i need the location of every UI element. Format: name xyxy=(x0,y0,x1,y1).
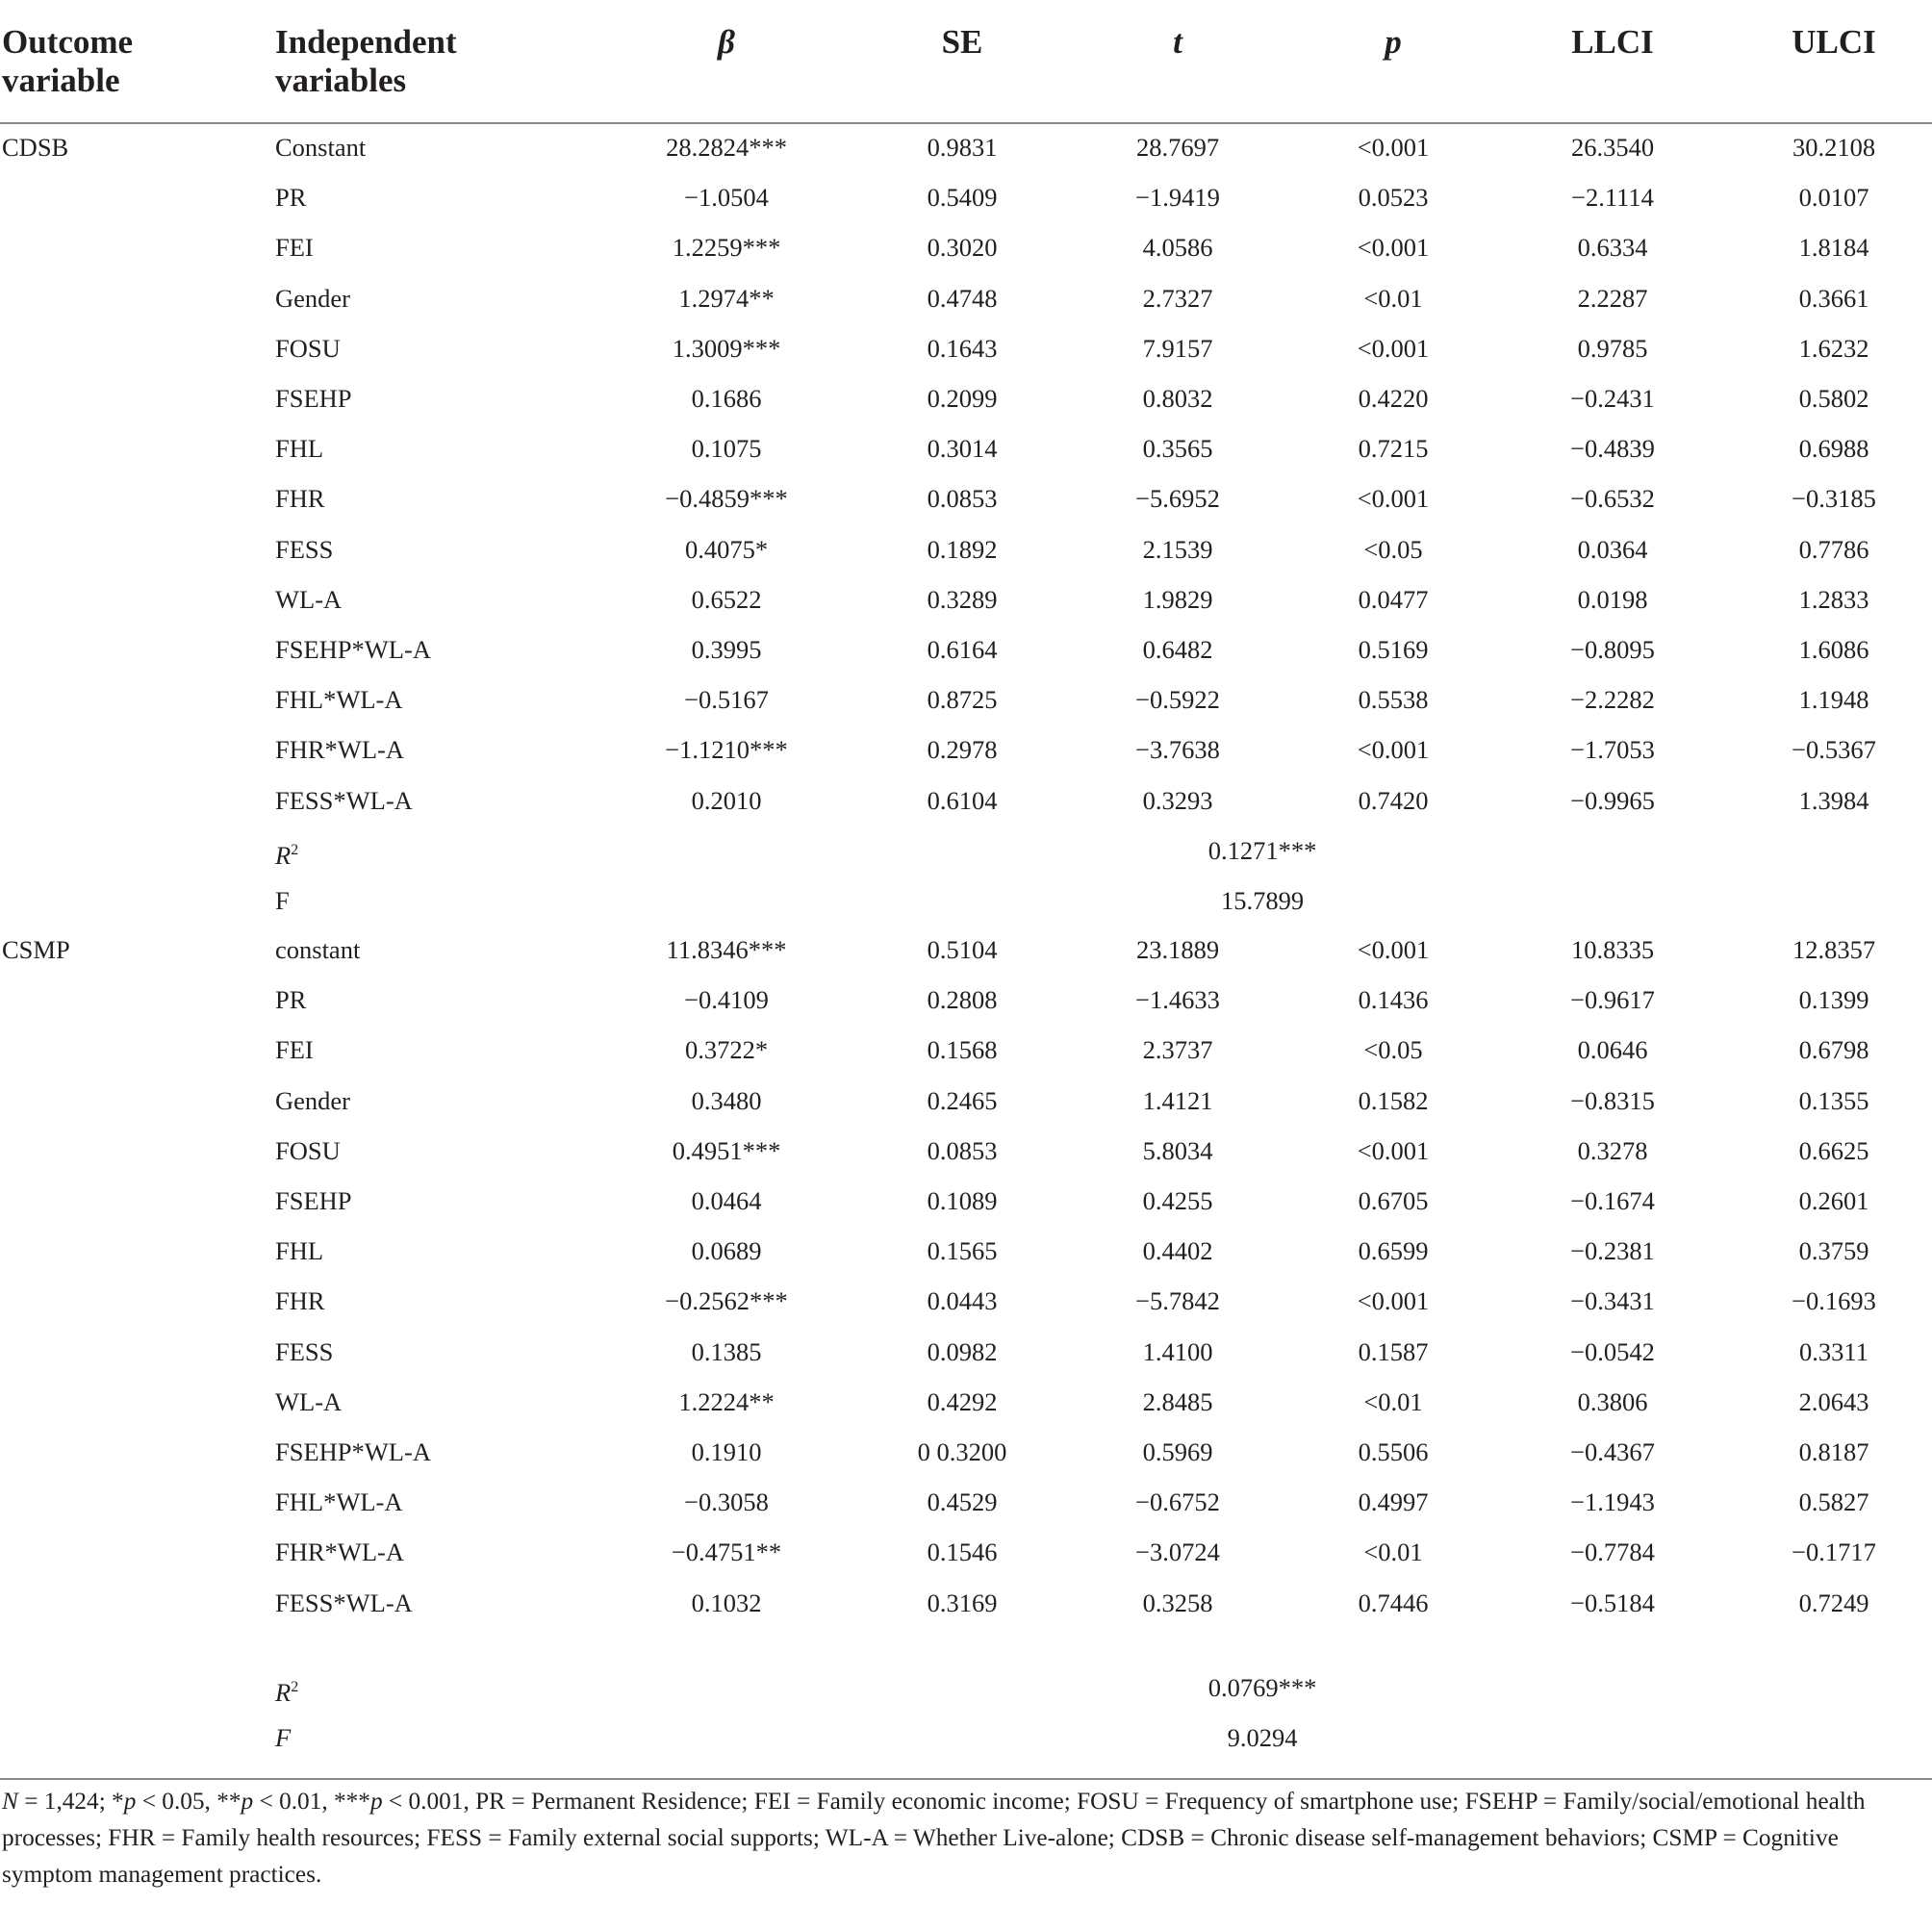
p-cell: <0.001 xyxy=(1357,1286,1430,1316)
ulci-cell: 30.2108 xyxy=(1792,133,1876,162)
p-cell: 0.0477 xyxy=(1358,584,1429,614)
beta-cell: 1.2224** xyxy=(678,1386,775,1416)
se-cell: 0.3289 xyxy=(927,584,998,614)
se-cell: 0.1546 xyxy=(927,1537,998,1567)
llci-cell: −2.2282 xyxy=(1570,685,1655,715)
table-row xyxy=(0,1427,1932,1477)
ulci-cell: −0.3185 xyxy=(1792,484,1876,514)
r-squared-row xyxy=(0,826,1932,876)
header-p: p xyxy=(1385,23,1402,61)
p-cell: <0.01 xyxy=(1363,283,1423,313)
r-squared-value: 0.1271*** xyxy=(1208,835,1317,865)
independent-variable-cell: FHR xyxy=(275,1286,325,1316)
p-cell: <0.001 xyxy=(1357,1135,1430,1165)
ulci-cell: 2.0643 xyxy=(1798,1386,1869,1416)
t-cell: 0.4255 xyxy=(1142,1186,1213,1215)
se-cell: 0.0853 xyxy=(927,484,998,514)
p-cell: 0.6599 xyxy=(1358,1236,1429,1266)
se-cell: 0.2808 xyxy=(927,985,998,1015)
llci-cell: −0.2431 xyxy=(1570,384,1655,413)
ulci-cell: 12.8357 xyxy=(1792,935,1876,964)
llci-cell: 0.0364 xyxy=(1577,534,1648,564)
beta-cell: 0.4075* xyxy=(684,534,769,564)
table-row xyxy=(0,524,1932,574)
independent-variable-cell: FHR*WL-A xyxy=(275,1537,404,1567)
llci-cell: −0.9965 xyxy=(1570,785,1655,815)
p-cell: <0.001 xyxy=(1357,935,1430,964)
table-row xyxy=(0,122,1932,172)
independent-variable-cell: FOSU xyxy=(275,1135,341,1165)
table-row xyxy=(0,624,1932,674)
ulci-cell: 0.7786 xyxy=(1798,534,1869,564)
header-llci: LLCI xyxy=(1571,23,1654,61)
llci-cell: 0.3806 xyxy=(1577,1386,1648,1416)
independent-variable-cell: FHR xyxy=(275,484,325,514)
outcome-variable-cell: CDSB xyxy=(2,133,69,162)
ulci-cell: 1.3984 xyxy=(1798,785,1869,815)
t-cell: 2.1539 xyxy=(1142,534,1213,564)
p-cell: 0.7215 xyxy=(1358,434,1429,464)
beta-cell: 0.4951*** xyxy=(672,1135,781,1165)
t-cell: 2.7327 xyxy=(1142,283,1213,313)
t-cell: 5.8034 xyxy=(1142,1135,1213,1165)
ulci-cell: 0.3311 xyxy=(1799,1336,1868,1366)
table-row xyxy=(0,1076,1932,1126)
p-cell: 0.4220 xyxy=(1358,384,1429,413)
footnote-segment: N xyxy=(2,1788,18,1815)
table-row xyxy=(0,1226,1932,1276)
llci-cell: −0.9617 xyxy=(1570,985,1655,1015)
beta-cell: −0.3058 xyxy=(684,1487,769,1517)
f-statistic-label: F xyxy=(275,886,290,915)
llci-cell: −0.1674 xyxy=(1570,1186,1655,1215)
table-row xyxy=(0,724,1932,775)
bottom-rule xyxy=(0,1778,1932,1780)
ulci-cell: 1.6232 xyxy=(1798,333,1869,363)
beta-cell: 0.1385 xyxy=(691,1336,762,1366)
ulci-cell: 1.8184 xyxy=(1798,233,1869,263)
independent-variable-cell: FEI xyxy=(275,1035,314,1065)
p-cell: 0.5169 xyxy=(1358,635,1429,664)
ulci-cell: −0.1717 xyxy=(1792,1537,1876,1567)
table-row xyxy=(0,323,1932,373)
se-cell: 0.4292 xyxy=(927,1386,998,1416)
header-independent: Independent variables xyxy=(275,23,457,99)
independent-variable-cell: FSEHP xyxy=(275,1186,352,1215)
footnote-segment: < 0.001, PR = Permanent Residence; FEI = Family economic income; FOSU = Frequency of smartphone use; FSEHP = Family/social/emotional health processes; FHR = Family health resources; FESS = Family external social supports; WL-A = Whether Live-alone; CDSB = Chronic disease self-management behaviors; CSMP = Cognitive symptom management practices. xyxy=(2,1788,1866,1888)
ulci-cell: 1.2833 xyxy=(1798,584,1869,614)
independent-variable-cell: WL-A xyxy=(275,584,343,614)
t-cell: −1.9419 xyxy=(1135,183,1220,213)
se-cell: 0 0.3200 xyxy=(917,1437,1007,1466)
llci-cell: −0.4367 xyxy=(1570,1437,1655,1466)
se-cell: 0.1643 xyxy=(927,333,998,363)
t-cell: −0.5922 xyxy=(1135,685,1220,715)
table-row xyxy=(0,222,1932,272)
footnote-segment: = 1,424; * xyxy=(17,1788,124,1815)
se-cell: 0.3020 xyxy=(927,233,998,263)
ulci-cell: 0.3759 xyxy=(1798,1236,1869,1266)
ulci-cell: 0.6625 xyxy=(1798,1135,1869,1165)
r-squared-label: $R^2$ xyxy=(275,1677,299,1707)
table-header xyxy=(0,0,1932,124)
independent-variable-cell: FESS*WL-A xyxy=(275,785,413,815)
ulci-cell: 0.5802 xyxy=(1798,384,1869,413)
t-cell: 0.3293 xyxy=(1142,785,1213,815)
se-cell: 0.4748 xyxy=(927,283,998,313)
p-cell: 0.4997 xyxy=(1358,1487,1429,1517)
llci-cell: −2.1114 xyxy=(1571,183,1654,213)
se-cell: 0.3014 xyxy=(927,434,998,464)
table-row xyxy=(0,423,1932,473)
ulci-cell: 0.6988 xyxy=(1798,434,1869,464)
f-statistic-row xyxy=(0,876,1932,926)
se-cell: 0.5104 xyxy=(927,935,998,964)
table-row xyxy=(0,373,1932,423)
ulci-cell: 0.5827 xyxy=(1798,1487,1869,1517)
ulci-cell: 0.8187 xyxy=(1798,1437,1869,1466)
se-cell: 0.5409 xyxy=(927,183,998,213)
header-t: t xyxy=(1173,23,1182,61)
header-se: SE xyxy=(941,23,983,61)
llci-cell: 0.9785 xyxy=(1577,333,1648,363)
table-row xyxy=(0,1025,1932,1075)
table-row xyxy=(0,775,1932,826)
independent-variable-cell: FSEHP*WL-A xyxy=(275,1437,431,1466)
se-cell: 0.0982 xyxy=(927,1336,998,1366)
ulci-cell: 0.0107 xyxy=(1798,183,1869,213)
se-cell: 0.9831 xyxy=(927,133,998,162)
t-cell: 0.4402 xyxy=(1142,1236,1213,1266)
header-ulci: ULCI xyxy=(1792,23,1876,61)
beta-cell: −0.4859*** xyxy=(665,484,788,514)
footnote-segment: < 0.01, *** xyxy=(253,1788,370,1815)
independent-variable-cell: FHL xyxy=(275,1236,324,1266)
llci-cell: 26.3540 xyxy=(1570,133,1655,162)
p-cell: 0.7420 xyxy=(1358,785,1429,815)
header-outcome: Outcome variable xyxy=(2,23,134,99)
beta-cell: 28.2824*** xyxy=(666,133,787,162)
t-cell: 0.3258 xyxy=(1142,1588,1213,1617)
beta-cell: 0.0689 xyxy=(691,1236,762,1266)
t-cell: 28.7697 xyxy=(1135,133,1220,162)
t-cell: 1.4100 xyxy=(1142,1336,1213,1366)
se-cell: 0.1568 xyxy=(927,1035,998,1065)
beta-cell: 1.3009*** xyxy=(672,333,781,363)
t-cell: 4.0586 xyxy=(1142,233,1213,263)
llci-cell: 0.3278 xyxy=(1577,1135,1648,1165)
independent-variable-cell: WL-A xyxy=(275,1386,343,1416)
t-cell: −3.7638 xyxy=(1135,735,1220,765)
beta-cell: −1.0504 xyxy=(684,183,769,213)
p-cell: 0.0523 xyxy=(1358,183,1429,213)
header-beta: β xyxy=(718,23,735,61)
table-row xyxy=(0,674,1932,724)
outcome-variable-cell: CSMP xyxy=(2,935,70,964)
t-cell: 2.8485 xyxy=(1142,1386,1213,1416)
r-squared-row xyxy=(0,1663,1932,1713)
llci-cell: −0.3431 xyxy=(1570,1286,1655,1316)
llci-cell: 10.8335 xyxy=(1570,935,1655,964)
independent-variable-cell: constant xyxy=(275,935,361,964)
independent-variable-cell: Gender xyxy=(275,283,350,313)
independent-variable-cell: PR xyxy=(275,183,307,213)
llci-cell: −0.8315 xyxy=(1570,1085,1655,1115)
r-squared-label: $R^2$ xyxy=(275,840,299,870)
p-cell: 0.1436 xyxy=(1358,985,1429,1015)
p-cell: 0.1582 xyxy=(1358,1085,1429,1115)
independent-variable-cell: FHR*WL-A xyxy=(275,735,404,765)
t-cell: 0.3565 xyxy=(1142,434,1213,464)
footnote-segment: p xyxy=(241,1788,254,1815)
table-row xyxy=(0,1327,1932,1377)
llci-cell: −1.1943 xyxy=(1570,1487,1655,1517)
se-cell: 0.6104 xyxy=(927,785,998,815)
ulci-cell: −0.1693 xyxy=(1792,1286,1876,1316)
p-cell: 0.7446 xyxy=(1358,1588,1429,1617)
table-row xyxy=(0,1377,1932,1427)
beta-cell: −0.4751** xyxy=(671,1537,782,1567)
se-cell: 0.0853 xyxy=(927,1135,998,1165)
p-cell: <0.05 xyxy=(1363,534,1423,564)
p-cell: <0.001 xyxy=(1357,735,1430,765)
beta-cell: 1.2974** xyxy=(678,283,775,313)
independent-variable-cell: FOSU xyxy=(275,333,341,363)
p-cell: <0.001 xyxy=(1357,233,1430,263)
independent-variable-cell: Constant xyxy=(275,133,367,162)
beta-cell: 0.3995 xyxy=(691,635,762,664)
table-row xyxy=(0,1276,1932,1326)
independent-variable-cell: FESS xyxy=(275,534,334,564)
se-cell: 0.3169 xyxy=(927,1588,998,1617)
p-cell: <0.01 xyxy=(1363,1386,1423,1416)
table-row xyxy=(0,1176,1932,1226)
llci-cell: 0.0198 xyxy=(1577,584,1648,614)
beta-cell: −0.2562*** xyxy=(665,1286,788,1316)
independent-variable-cell: FESS*WL-A xyxy=(275,1588,413,1617)
beta-cell: 0.2010 xyxy=(691,785,762,815)
p-cell: <0.001 xyxy=(1357,133,1430,162)
footnote-segment: < 0.05, ** xyxy=(136,1788,242,1815)
table-row xyxy=(0,172,1932,222)
beta-cell: 0.1910 xyxy=(691,1437,762,1466)
llci-cell: −0.6532 xyxy=(1570,484,1655,514)
t-cell: −0.6752 xyxy=(1135,1487,1220,1517)
r-squared-value: 0.0769*** xyxy=(1208,1672,1317,1702)
beta-cell: 11.8346*** xyxy=(666,935,787,964)
llci-cell: −1.7053 xyxy=(1570,735,1655,765)
se-cell: 0.1565 xyxy=(927,1236,998,1266)
t-cell: 0.5969 xyxy=(1142,1437,1213,1466)
footnote-segment: p xyxy=(123,1788,137,1815)
ulci-cell: 0.1399 xyxy=(1798,985,1869,1015)
ulci-cell: 0.2601 xyxy=(1798,1186,1869,1215)
independent-variable-cell: FHL*WL-A xyxy=(275,685,403,715)
independent-variable-cell: FSEHP xyxy=(275,384,352,413)
f-statistic-value: 15.7899 xyxy=(1220,886,1305,915)
se-cell: 0.6164 xyxy=(927,635,998,664)
t-cell: −3.0724 xyxy=(1135,1537,1220,1567)
table-row xyxy=(0,1527,1932,1577)
table-row xyxy=(0,925,1932,975)
table-row xyxy=(0,1477,1932,1527)
t-cell: 1.9829 xyxy=(1142,584,1213,614)
llci-cell: 2.2287 xyxy=(1577,283,1648,313)
beta-cell: 0.3722* xyxy=(684,1035,769,1065)
t-cell: −5.7842 xyxy=(1135,1286,1220,1316)
independent-variable-cell: PR xyxy=(275,985,307,1015)
beta-cell: 0.1032 xyxy=(691,1588,762,1617)
beta-cell: −0.5167 xyxy=(684,685,769,715)
ulci-cell: 1.6086 xyxy=(1798,635,1869,664)
table-row xyxy=(0,1578,1932,1628)
t-cell: 1.4121 xyxy=(1142,1085,1213,1115)
se-cell: 0.4529 xyxy=(927,1487,998,1517)
independent-variable-cell: FSEHP*WL-A xyxy=(275,635,431,664)
ulci-cell: 1.1948 xyxy=(1798,685,1869,715)
p-cell: 0.1587 xyxy=(1358,1336,1429,1366)
beta-cell: −0.4109 xyxy=(684,985,769,1015)
f-statistic-label: F xyxy=(275,1723,292,1752)
llci-cell: −0.5184 xyxy=(1570,1588,1655,1617)
table-row xyxy=(0,975,1932,1025)
t-cell: 0.8032 xyxy=(1142,384,1213,413)
t-cell: 2.3737 xyxy=(1142,1035,1213,1065)
beta-cell: 0.1075 xyxy=(691,434,762,464)
p-cell: <0.001 xyxy=(1357,333,1430,363)
table-row xyxy=(0,1126,1932,1176)
llci-cell: −0.8095 xyxy=(1570,635,1655,664)
independent-variable-cell: FEI xyxy=(275,233,314,263)
p-cell: <0.01 xyxy=(1363,1537,1423,1567)
ulci-cell: 0.6798 xyxy=(1798,1035,1869,1065)
table-row xyxy=(0,473,1932,523)
llci-cell: −0.4839 xyxy=(1570,434,1655,464)
p-cell: <0.05 xyxy=(1363,1035,1423,1065)
beta-cell: −1.1210*** xyxy=(665,735,788,765)
t-cell: −1.4633 xyxy=(1135,985,1220,1015)
ulci-cell: 0.7249 xyxy=(1798,1588,1869,1617)
t-cell: −5.6952 xyxy=(1135,484,1220,514)
t-cell: 23.1889 xyxy=(1135,935,1220,964)
independent-variable-cell: Gender xyxy=(275,1085,350,1115)
table-row xyxy=(0,574,1932,624)
llci-cell: −0.2381 xyxy=(1570,1236,1655,1266)
independent-variable-cell: FESS xyxy=(275,1336,334,1366)
ulci-cell: 0.3661 xyxy=(1798,283,1869,313)
llci-cell: −0.0542 xyxy=(1570,1336,1655,1366)
t-cell: 7.9157 xyxy=(1142,333,1213,363)
se-cell: 0.2978 xyxy=(927,735,998,765)
llci-cell: −0.7784 xyxy=(1570,1537,1655,1567)
llci-cell: 0.6334 xyxy=(1577,233,1648,263)
se-cell: 0.2099 xyxy=(927,384,998,413)
llci-cell: 0.0646 xyxy=(1577,1035,1648,1065)
footnote-segment: p xyxy=(369,1788,383,1815)
p-cell: 0.5506 xyxy=(1358,1437,1429,1466)
se-cell: 0.8725 xyxy=(927,685,998,715)
se-cell: 0.0443 xyxy=(927,1286,998,1316)
p-cell: <0.001 xyxy=(1357,484,1430,514)
beta-cell: 1.2259*** xyxy=(672,233,781,263)
independent-variable-cell: FHL xyxy=(275,434,324,464)
beta-cell: 0.1686 xyxy=(691,384,762,413)
se-cell: 0.1892 xyxy=(927,534,998,564)
ulci-cell: 0.1355 xyxy=(1798,1085,1869,1115)
f-statistic-value: 9.0294 xyxy=(1227,1723,1298,1752)
beta-cell: 0.3480 xyxy=(691,1085,762,1115)
table-row xyxy=(0,273,1932,323)
beta-cell: 0.6522 xyxy=(691,584,762,614)
beta-cell: 0.0464 xyxy=(691,1186,762,1215)
independent-variable-cell: FHL*WL-A xyxy=(275,1487,403,1517)
p-cell: 0.5538 xyxy=(1358,685,1429,715)
table-footnote xyxy=(2,1783,1926,1893)
t-cell: 0.6482 xyxy=(1142,635,1213,664)
f-statistic-row xyxy=(0,1713,1932,1763)
se-cell: 0.1089 xyxy=(927,1186,998,1215)
ulci-cell: −0.5367 xyxy=(1792,735,1876,765)
se-cell: 0.2465 xyxy=(927,1085,998,1115)
p-cell: 0.6705 xyxy=(1358,1186,1429,1215)
